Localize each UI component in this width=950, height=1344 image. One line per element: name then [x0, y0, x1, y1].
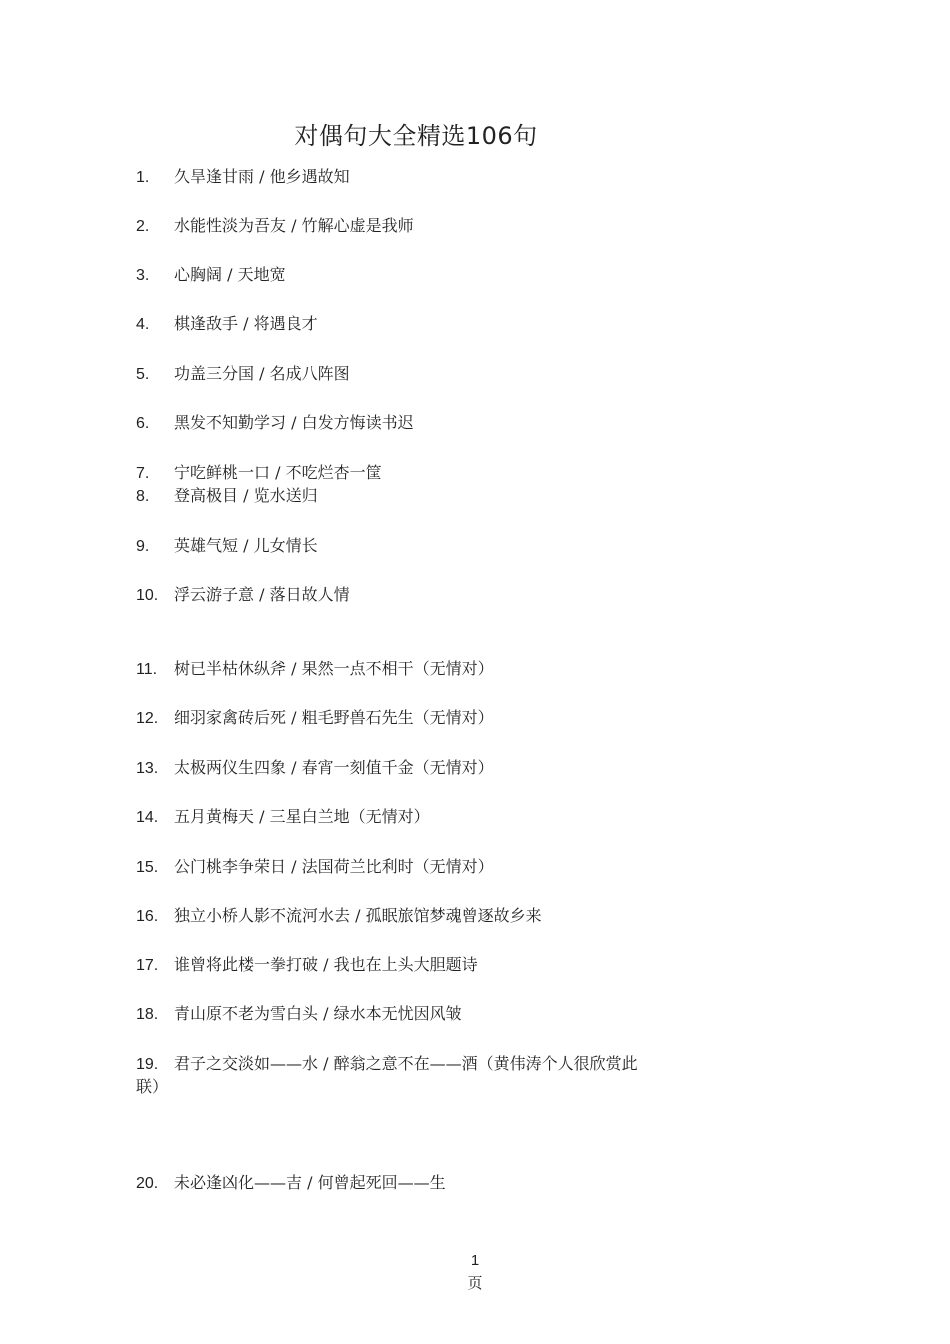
- item-number: 2.: [136, 218, 150, 235]
- item-number: 16.: [136, 908, 159, 925]
- item-number: 12.: [136, 710, 159, 727]
- item-text: 水能性淡为吾友 / 竹解心虚是我师: [174, 216, 414, 235]
- list-item: [136, 806, 676, 829]
- list-item: [136, 264, 676, 287]
- item-number: 15.: [136, 859, 159, 876]
- item-text: 树已半枯休纵斧 / 果然一点不相干（无情对）: [174, 659, 494, 678]
- list-item: [136, 412, 676, 435]
- list-item: [136, 1172, 676, 1195]
- item-text: 五月黄梅天 / 三星白兰地（无情对）: [174, 807, 430, 826]
- list-item: [136, 485, 676, 508]
- list-item: [136, 856, 676, 879]
- list-item: [136, 1003, 676, 1026]
- item-number: 11.: [136, 661, 158, 678]
- item-number: 10.: [136, 587, 159, 604]
- item-text: 独立小桥人影不流河水去 / 孤眠旅馆梦魂曾逐故乡来: [174, 906, 542, 925]
- item-text: 棋逢敌手 / 将遇良才: [174, 314, 318, 333]
- list-item: [136, 166, 676, 189]
- item-number: 1.: [136, 169, 150, 186]
- item-text: 功盖三分国 / 名成八阵图: [174, 364, 350, 383]
- list-item: [136, 757, 676, 780]
- item-text: 英雄气短 / 儿女情长: [174, 536, 318, 555]
- item-text: 宁吃鲜桃一口 / 不吃烂杏一筐: [174, 463, 382, 482]
- item-text: 细羽家禽砖后死 / 粗毛野兽石先生（无情对）: [174, 708, 494, 727]
- list-item: [136, 313, 676, 336]
- item-text-continuation: 联）: [136, 1077, 169, 1096]
- list-item: [136, 658, 676, 681]
- item-text: 久旱逢甘雨 / 他乡遇故知: [174, 167, 350, 186]
- item-number: 4.: [136, 316, 150, 333]
- item-text: 心胸阔 / 天地宽: [174, 265, 286, 284]
- list-item: [136, 707, 676, 730]
- list-item: [136, 1053, 676, 1098]
- item-text: 浮云游子意 / 落日故人情: [174, 585, 350, 604]
- item-number: 20.: [136, 1175, 159, 1192]
- list-item: [136, 905, 676, 928]
- item-number: 14.: [136, 809, 159, 826]
- list-item: [136, 584, 676, 607]
- item-number: 8.: [136, 488, 150, 505]
- item-text: 君子之交淡如——水 / 醉翁之意不在——酒（黄伟涛个人很欣赏此: [174, 1054, 638, 1073]
- item-number: 9.: [136, 538, 150, 555]
- item-number: 13.: [136, 760, 159, 777]
- list-item: [136, 363, 676, 386]
- item-number: 19.: [136, 1056, 159, 1073]
- item-text: 黑发不知勤学习 / 白发方悔读书迟: [174, 413, 414, 432]
- item-number: 5.: [136, 366, 150, 383]
- list-item: [136, 954, 676, 977]
- item-text: 未必逢凶化——吉 / 何曾起死回——生: [174, 1173, 446, 1192]
- item-number: 6.: [136, 415, 150, 432]
- item-text: 太极两仪生四象 / 春宵一刻值千金（无情对）: [174, 758, 494, 777]
- list-item: [136, 535, 676, 558]
- page-title: 对偶句大全精选106句: [294, 122, 538, 150]
- item-text: 谁曾将此楼一拳打破 / 我也在上头大胆题诗: [174, 955, 478, 974]
- item-number: 3.: [136, 267, 150, 284]
- list-item: [136, 215, 676, 238]
- item-text: 青山原不老为雪白头 / 绿水本无忧因风皱: [174, 1004, 462, 1023]
- item-number: 7.: [136, 465, 150, 482]
- item-number: 17.: [136, 957, 159, 974]
- page-footer: [0, 1250, 950, 1294]
- item-text: 登高极目 / 览水送归: [174, 486, 318, 505]
- page-label: 页: [467, 1274, 483, 1292]
- item-number: 18.: [136, 1006, 159, 1023]
- page-number: 1: [470, 1252, 480, 1269]
- item-text: 公门桃李争荣日 / 法国荷兰比利时（无情对）: [174, 857, 494, 876]
- list-item: [136, 462, 676, 485]
